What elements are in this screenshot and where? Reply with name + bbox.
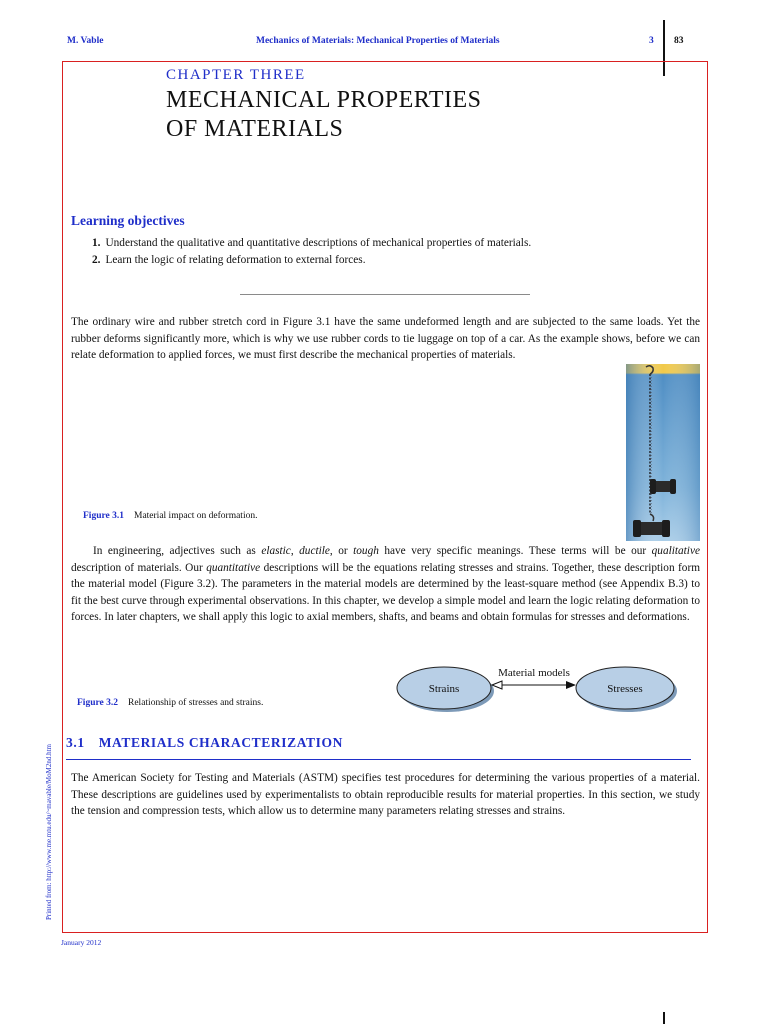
figure-number: Figure 3.1 (83, 511, 124, 521)
list-item-number: 1. (92, 237, 101, 249)
figure-3-1-illustration (626, 364, 700, 541)
section-number: 3.1 (66, 735, 85, 750)
text-run: descriptions will be the equations relating stresses and strains. Together, these description form the material model (Figure 3.2). The parameters in the material models are determined by the least-square method (see Appendix B.3) to fit the best curve through experimental observations. In this chapter, we develop a simple model and learn the logic relating deformation to forces. In later chapters, we shall apply this logic to axial members, shafts, and beams and obtain formulas for stresses and deformations. (71, 561, 701, 623)
header-page-number: 83 (674, 36, 684, 46)
text-run: , (290, 545, 300, 557)
text-run: In engineering, adjectives such as (93, 545, 262, 557)
section-rule (66, 759, 691, 760)
chapter-title-line-1: MECHANICAL PROPERTIES (166, 87, 482, 113)
section-heading (66, 734, 343, 752)
intro-paragraph: The ordinary wire and rubber stretch cord in Figure 3.1 have the same undeformed length and are subjected to the same loads. Yet the rubber deforms significantly more, which is why we use rubber cords to tie luggage on top of a car. As the example shows, before we can relate deformation to applied forces, we must first describe the mechanical properties of materials. (71, 316, 700, 361)
page-edge-mark-bottom (663, 1012, 665, 1024)
learning-objectives-list (92, 235, 531, 269)
chapter-title-line-2: OF MATERIALS (166, 116, 344, 142)
figure-3-2-diagram (394, 661, 684, 717)
list-item (92, 252, 531, 269)
astm-paragraph: The American Society for Testing and Materials (ASTM) specifies test procedures for determining the various properties of a material. These descriptions are guidelines used by experimentalists to obtain reproducible results for material properties. In this section, we study the tension and compression tests, which allow us to determine many parameters relating stresses and strains. (71, 772, 700, 817)
footer-date: January 2012 (61, 938, 102, 947)
stresses-node-label: Stresses (607, 683, 643, 695)
text-run: description of materials. Our (71, 561, 207, 574)
figure-caption-text: Relationship of stresses and strains. (128, 698, 264, 708)
term-ductile: ductile (299, 545, 330, 557)
relation-arrow-label: Material models (498, 667, 570, 679)
figure-3-1-photo (626, 364, 700, 541)
list-item-text: Learn the logic of relating deformation to external forces. (105, 254, 366, 266)
figure-3-1-caption (83, 510, 257, 523)
text-run: , or (329, 545, 354, 557)
text-run: have very specific meanings. These terms will be our (378, 545, 652, 557)
learning-objectives-heading: Learning objectives (71, 213, 185, 228)
chapter-title (166, 86, 482, 144)
section-title: MATERIALS CHARACTERIZATION (98, 735, 343, 750)
term-quantitative: quantitative (206, 561, 261, 574)
relation-arrow-head (566, 681, 576, 689)
separator-line (240, 294, 530, 295)
engineering-adjectives-paragraph (71, 543, 700, 626)
term-tough: tough (353, 545, 379, 557)
printed-from-note (44, 738, 54, 926)
chapter-label: CHAPTER THREE (166, 67, 306, 83)
header-book-title: Mechanics of Materials: Mechanical Properties of Materials (256, 36, 500, 46)
figure-number: Figure 3.2 (77, 698, 118, 708)
list-item (92, 235, 531, 252)
list-item-text: Understand the qualitative and quantitative descriptions of mechanical properties of materials. (105, 237, 532, 249)
printed-from-link[interactable]: Printed from: http://www.me.mtu.edu/~mavable/MoM2nd.htm (45, 744, 53, 920)
header-chapter-number: 3 (649, 36, 654, 46)
list-item-number: 2. (92, 254, 101, 266)
relation-arrow-tail (492, 681, 502, 689)
figure-caption-text: Material impact on deformation. (134, 511, 258, 521)
strains-node-label: Strains (428, 683, 460, 695)
term-elastic: elastic (261, 545, 291, 557)
term-qualitative: qualitative (651, 545, 700, 557)
figure-3-2-caption (77, 697, 263, 710)
header-author: M. Vable (67, 36, 104, 46)
